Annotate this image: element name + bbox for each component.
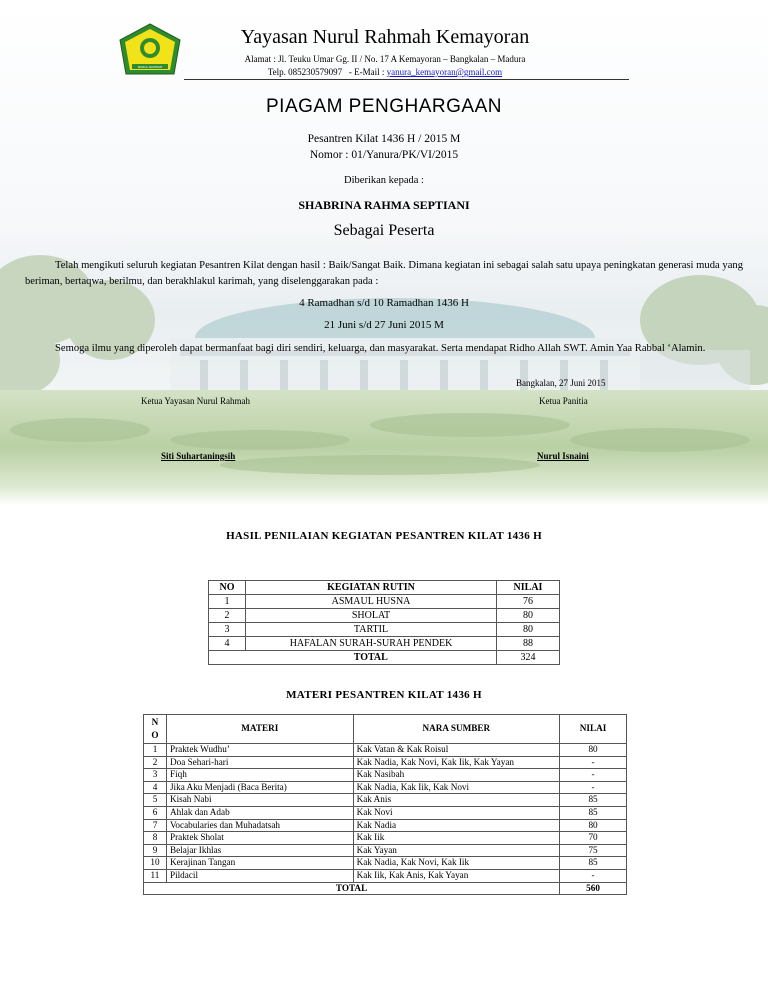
materials-cell-speaker: Kak Iik, Kak Anis, Kak Yayan — [353, 869, 560, 882]
materials-cell-score: 75 — [560, 844, 627, 857]
org-name: Yayasan Nurul Rahmah Kemayoran — [240, 26, 530, 48]
materials-cell-no: 1 — [144, 744, 167, 757]
materials-cell-material: Praktek Sholat — [166, 832, 353, 845]
date-hijri: 4 Ramadhan s/d 10 Ramadhan 1436 H — [299, 297, 469, 309]
materials-cell-speaker: Kak Anis — [353, 794, 560, 807]
materials-cell-speaker: Kak Nadia, Kak Novi, Kak Iik — [353, 857, 560, 870]
event-name: Pesantren Kilat 1436 H / 2015 M — [307, 133, 461, 145]
materials-cell-score: - — [560, 769, 627, 782]
materials-cell-score: 80 — [560, 819, 627, 832]
materials-title: MATERI PESANTREN KILAT 1436 H — [286, 689, 482, 701]
materials-cell-no: 10 — [144, 857, 167, 870]
materials-cell-speaker: Kak Yayan — [353, 844, 560, 857]
materials-cell-material: Kisah Nabi — [166, 794, 353, 807]
materials-row — [144, 819, 627, 832]
results-total-value: 324 — [497, 651, 560, 665]
materials-cell-no: 5 — [144, 794, 167, 807]
results-cell-activity: HAFALAN SURAH-SURAH PENDEK — [246, 637, 497, 651]
materials-cell-material: Pildacil — [166, 869, 353, 882]
results-cell-no: 1 — [209, 595, 246, 609]
materials-cell-material: Doa Sehari-hari — [166, 756, 353, 769]
results-cell-no: 4 — [209, 637, 246, 651]
materials-cell-speaker: Kak Nadia, Kak Iik, Kak Novi — [353, 781, 560, 794]
results-header-row — [209, 581, 560, 595]
materials-cell-no: 2 — [144, 756, 167, 769]
logo-caption: NURUL RAHMAH — [137, 65, 163, 69]
materials-cell-no: 6 — [144, 806, 167, 819]
results-cell-no: 3 — [209, 623, 246, 637]
materials-cell-no: 11 — [144, 869, 167, 882]
materials-cell-no: 7 — [144, 819, 167, 832]
materials-row — [144, 781, 627, 794]
results-cell-activity: ASMAUL HUSNA — [246, 595, 497, 609]
materials-cell-speaker: Kak Nadia, Kak Novi, Kak Iik, Kak Yayan — [353, 756, 560, 769]
date-masehi: 21 Juni s/d 27 Juni 2015 M — [324, 319, 444, 331]
email-link[interactable]: yanura_kemayoran@gmail.com — [386, 67, 503, 77]
materials-total-label: TOTAL — [144, 882, 560, 895]
results-cell-score: 80 — [497, 623, 560, 637]
results-header-activity: KEGIATAN RUTIN — [246, 581, 497, 595]
results-cell-activity: TARTIL — [246, 623, 497, 637]
body-paragraph-2: Semoga ilmu yang diperoleh dapat bermanfaat bagi diri sendiri, keluarga, dan masyarakat. Serta mendapat Ridho Allah SWT. Amin Yaa Rabbal ‘Alamin. — [55, 343, 706, 354]
results-row — [209, 609, 560, 623]
signer2-title: Ketua Panitia — [539, 396, 588, 406]
materials-row — [144, 832, 627, 845]
results-cell-activity: SHOLAT — [246, 609, 497, 623]
materials-cell-score: 85 — [560, 857, 627, 870]
materials-cell-score: 85 — [560, 806, 627, 819]
signer1-name: Siti Suhartaningsih — [161, 451, 236, 461]
materials-cell-score: - — [560, 869, 627, 882]
materials-cell-no: 4 — [144, 781, 167, 794]
materials-header-no: N O — [144, 715, 167, 744]
contact-phone: Telp. 085230579097 - E-Mail : — [267, 67, 387, 77]
materials-cell-score: - — [560, 756, 627, 769]
org-address: Alamat : Jl. Teuku Umar Gg. II / No. 17 A Kemayoran – Bangkalan – Madura — [244, 54, 526, 64]
results-row — [209, 595, 560, 609]
place-date: Bangkalan, 27 Juni 2015 — [516, 378, 606, 388]
materials-cell-material: Belajar Ikhlas — [166, 844, 353, 857]
materials-row — [144, 806, 627, 819]
materials-row — [144, 869, 627, 882]
results-cell-no: 2 — [209, 609, 246, 623]
results-table — [208, 580, 560, 665]
materials-header-material: MATERI — [166, 715, 353, 744]
results-row — [209, 637, 560, 651]
certificate-number: Nomor : 01/Yanura/PK/VI/2015 — [309, 149, 459, 161]
materials-cell-score: 85 — [560, 794, 627, 807]
results-total-row — [209, 651, 560, 665]
results-total-label: TOTAL — [246, 651, 497, 665]
materials-row — [144, 794, 627, 807]
materials-header-row — [144, 715, 627, 744]
materials-cell-no: 9 — [144, 844, 167, 857]
results-cell-score: 76 — [497, 595, 560, 609]
materials-cell-score: - — [560, 781, 627, 794]
materials-cell-material: Jika Aku Menjadi (Baca Berita) — [166, 781, 353, 794]
materials-cell-no: 3 — [144, 769, 167, 782]
materials-cell-speaker: Kak Iik — [353, 832, 560, 845]
results-header-no: NO — [209, 581, 246, 595]
materials-cell-score: 70 — [560, 832, 627, 845]
materials-row — [144, 857, 627, 870]
materials-cell-no: 8 — [144, 832, 167, 845]
materials-row — [144, 744, 627, 757]
materials-cell-material: Fiqh — [166, 769, 353, 782]
materials-cell-material: Vocabularies dan Muhadatsah — [166, 819, 353, 832]
results-title: HASIL PENILAIAN KEGIATAN PESANTREN KILAT 1436 H — [226, 530, 542, 542]
materials-total-row — [144, 882, 627, 895]
materials-row — [144, 769, 627, 782]
materials-cell-score: 80 — [560, 744, 627, 757]
materials-header-speaker: NARA SUMBER — [353, 715, 560, 744]
materials-table — [143, 714, 627, 895]
materials-header-score: NILAI — [560, 715, 627, 744]
results-cell-score: 80 — [497, 609, 560, 623]
recipient-role: Sebagai Peserta — [333, 222, 435, 239]
given-to-label: Diberikan kepada : — [344, 175, 424, 186]
body-paragraph-1: Telah mengikuti seluruh kegiatan Pesantren Kilat dengan hasil : Baik/Sangat Baik. Dimana kegiatan ini sebagai salah satu upaya peningkatan generasi muda yang beriman, bertaqwa, berilmu, dan berakhlakul karimah, yang diselenggarakan pada : — [25, 260, 743, 287]
org-contact — [160, 67, 610, 77]
results-header-score: NILAI — [497, 581, 560, 595]
certificate-title: PIAGAM PENGHARGAAN — [266, 96, 502, 117]
materials-row — [144, 844, 627, 857]
materials-total-value: 560 — [560, 882, 627, 895]
materials-row — [144, 756, 627, 769]
materials-cell-speaker: Kak Novi — [353, 806, 560, 819]
materials-cell-material: Praktek Wudhu’ — [166, 744, 353, 757]
materials-cell-material: Ahlak dan Adab — [166, 806, 353, 819]
results-row — [209, 623, 560, 637]
results-cell-score: 88 — [497, 637, 560, 651]
materials-cell-speaker: Kak Nasibah — [353, 769, 560, 782]
signer2-name: Nurul Isnaini — [537, 451, 589, 461]
materials-cell-material: Kerajinan Tangan — [166, 857, 353, 870]
signer1-title: Ketua Yayasan Nurul Rahmah — [141, 396, 250, 406]
materials-cell-speaker: Kak Vatan & Kak Roisul — [353, 744, 560, 757]
materials-cell-speaker: Kak Nadia — [353, 819, 560, 832]
recipient-name: SHABRINA RAHMA SEPTIANI — [298, 198, 470, 212]
header-divider — [184, 79, 629, 80]
